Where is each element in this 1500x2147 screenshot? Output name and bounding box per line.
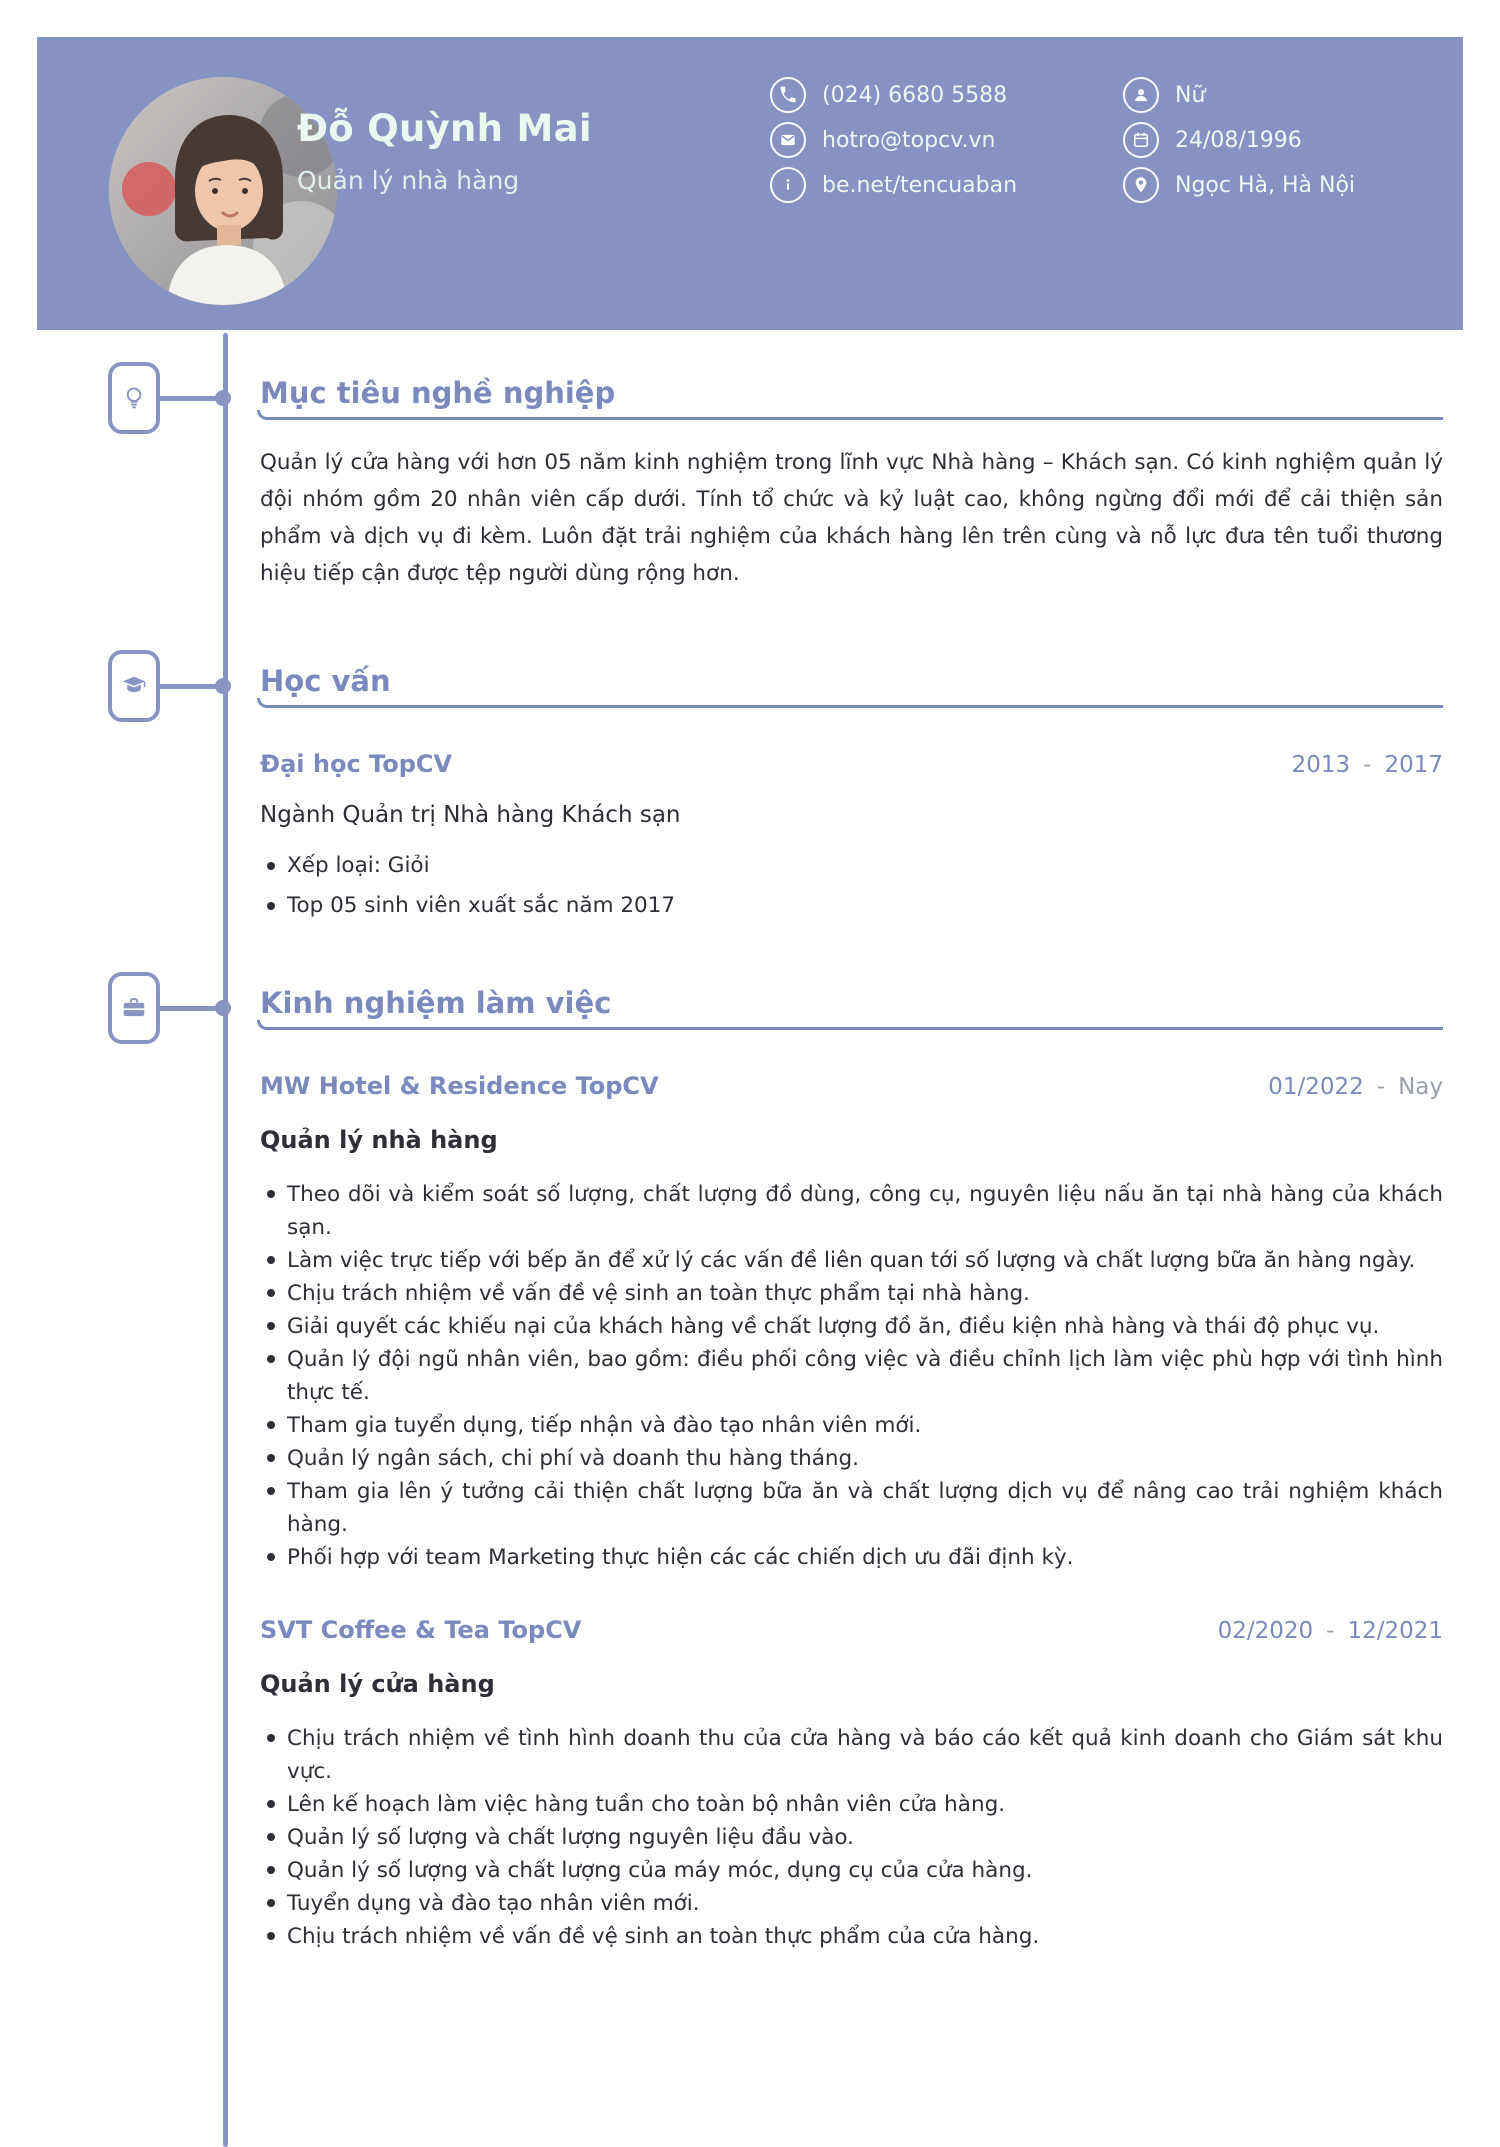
contact-row-gender — [1123, 77, 1355, 113]
company-name: SVT Coffee & Tea TopCV — [260, 1616, 582, 1644]
contact-row-website — [770, 167, 1017, 203]
date-end: 12/2021 — [1347, 1618, 1443, 1644]
job-entry-head — [260, 1072, 1443, 1100]
date-separator: - — [1376, 1074, 1386, 1100]
section-head-experience — [260, 986, 1443, 1030]
calendar-icon — [1123, 122, 1159, 158]
objective-badge — [108, 362, 160, 434]
timeline-dot — [215, 390, 231, 406]
education-entry-head — [260, 750, 1443, 778]
job-role: Quản lý nhà hàng — [260, 1126, 498, 1154]
job-entry — [260, 1072, 1443, 1574]
company-name: MW Hotel & Residence TopCV — [260, 1072, 659, 1100]
bullet-item: Chịu trách nhiệm về vấn đề vệ sinh an toàn thực phẩm tại nhà hàng. — [260, 1277, 1443, 1310]
bullet-item: Top 05 sinh viên xuất sắc năm 2017 — [260, 886, 1443, 926]
graduation-cap-icon — [120, 672, 148, 700]
date-start: 02/2020 — [1217, 1618, 1314, 1644]
contact-birthdate-text: 24/08/1996 — [1175, 127, 1302, 153]
education-major: Ngành Quản trị Nhà hàng Khách sạn — [260, 802, 681, 828]
contact-column-right — [1123, 77, 1355, 203]
candidate-job-title: Quản lý nhà hàng — [297, 166, 520, 195]
bullet-item: Theo dõi và kiểm soát số lượng, chất lượng đồ dùng, công cụ, nguyên liệu nấu ăn tại nhà hàng của khách sạn. — [260, 1178, 1443, 1244]
date-start: 01/2022 — [1268, 1074, 1364, 1100]
bullet-item: Quản lý số lượng và chất lượng nguyên liệu đầu vào. — [260, 1821, 1443, 1854]
cv-body — [0, 330, 1500, 2147]
education-badge — [108, 650, 160, 722]
bullet-item: Quản lý đội ngũ nhân viên, bao gồm: điều phối công việc và điều chỉnh lịch làm việc phù hợp với tình hình thực tế. — [260, 1343, 1443, 1409]
job-role: Quản lý cửa hàng — [260, 1670, 495, 1698]
bullet-item: Chịu trách nhiệm về vấn đề vệ sinh an toàn thực phẩm của cửa hàng. — [260, 1920, 1443, 1953]
timeline-dot — [215, 678, 231, 694]
section-head-objective — [260, 376, 1443, 420]
cv-content — [260, 330, 1443, 1953]
education-date-range — [1292, 752, 1443, 778]
phone-icon — [770, 77, 806, 113]
section-education — [260, 664, 1443, 926]
candidate-name: Đỗ Quỳnh Mai — [297, 107, 592, 150]
section-objective — [260, 376, 1443, 592]
section-experience — [260, 986, 1443, 1953]
bullet-item: Quản lý số lượng và chất lượng của máy móc, dụng cụ của cửa hàng. — [260, 1854, 1443, 1887]
date-separator: - — [1363, 752, 1372, 778]
experience-badge — [108, 972, 160, 1044]
education-school: Đại học TopCV — [260, 750, 453, 778]
contact-row-location — [1123, 167, 1355, 203]
job-bullets — [260, 1722, 1443, 1953]
section-head-education — [260, 664, 1443, 708]
job-bullets — [260, 1178, 1443, 1574]
email-icon — [770, 122, 806, 158]
cv-header — [37, 37, 1463, 330]
contact-location-text: Ngọc Hà, Hà Nội — [1175, 172, 1356, 198]
contact-row-birthdate — [1123, 122, 1355, 158]
date-end: Nay — [1398, 1074, 1443, 1100]
timeline-dot — [215, 1000, 231, 1016]
contact-website-text: be.net/tencuaban — [822, 172, 1018, 198]
job-date-range — [1268, 1074, 1443, 1100]
briefcase-icon — [120, 994, 148, 1022]
bullet-item: Chịu trách nhiệm về tình hình doanh thu của cửa hàng và báo cáo kết quả kinh doanh cho Giám sát khu vực. — [260, 1722, 1443, 1788]
section-title-objective: Mục tiêu nghề nghiệp — [260, 376, 616, 410]
lightbulb-icon — [120, 384, 148, 412]
info-icon — [770, 167, 806, 203]
objective-text: Quản lý cửa hàng với hơn 05 năm kinh nghiệm trong lĩnh vực Nhà hàng – Khách sạn. Có kinh nghiệm quản lý đội nhóm gồm 20 nhân viên cấp dưới. Tính tổ chức và kỷ luật cao, không ngừng đổi mới để cải thiện sản phẩm và dịch vụ đi kèm. Luôn đặt trải nghiệm của khách hàng lên trên cùng và nỗ lực đưa tên tuổi thương hiệu tiếp cận được tệp người dùng rộng hơn. — [260, 450, 1443, 586]
bullet-item: Lên kế hoạch làm việc hàng tuần cho toàn bộ nhân viên cửa hàng. — [260, 1788, 1443, 1821]
bullet-item: Phối hợp với team Marketing thực hiện các các chiến dịch ưu đãi định kỳ. — [260, 1541, 1443, 1574]
contact-phone-text: (024) 6680 5588 — [822, 82, 1008, 108]
contact-gender-text: Nữ — [1175, 82, 1206, 108]
job-date-range — [1218, 1618, 1443, 1644]
name-block — [297, 107, 717, 195]
date-end: 2017 — [1384, 752, 1443, 778]
contact-row-email — [770, 122, 1017, 158]
bullet-item: Làm việc trực tiếp với bếp ăn để xử lý các vấn đề liên quan tới số lượng và chất lượng bữa ăn hàng ngày. — [260, 1244, 1443, 1277]
bullet-item: Tuyển dụng và đào tạo nhân viên mới. — [260, 1887, 1443, 1920]
location-icon — [1123, 167, 1159, 203]
job-entry — [260, 1616, 1443, 1953]
person-icon — [1123, 77, 1159, 113]
education-bullets — [260, 846, 1443, 926]
bullet-item: Tham gia tuyển dụng, tiếp nhận và đào tạo nhân viên mới. — [260, 1409, 1443, 1442]
section-title-experience: Kinh nghiệm làm việc — [260, 986, 612, 1020]
timeline-rail — [223, 333, 228, 2147]
bullet-item: Tham gia lên ý tưởng cải thiện chất lượng bữa ăn và chất lượng dịch vụ để nâng cao trải nghiệm khách hàng. — [260, 1475, 1443, 1541]
date-start: 2013 — [1291, 752, 1351, 778]
contact-column-left — [770, 77, 1017, 203]
section-underline — [257, 698, 1443, 708]
contact-email-text: hotro@topcv.vn — [822, 127, 996, 153]
job-entry-head — [260, 1616, 1443, 1644]
section-underline — [257, 410, 1443, 420]
section-underline — [257, 1020, 1443, 1030]
date-separator: - — [1326, 1618, 1335, 1644]
bullet-item: Xếp loại: Giỏi — [260, 846, 1443, 886]
section-title-education: Học vấn — [260, 664, 391, 698]
bullet-item: Quản lý ngân sách, chi phí và doanh thu hàng tháng. — [260, 1442, 1443, 1475]
bullet-item: Giải quyết các khiếu nại của khách hàng về chất lượng đồ ăn, điều kiện nhà hàng và thái độ phục vụ. — [260, 1310, 1443, 1343]
contact-row-phone — [770, 77, 1017, 113]
